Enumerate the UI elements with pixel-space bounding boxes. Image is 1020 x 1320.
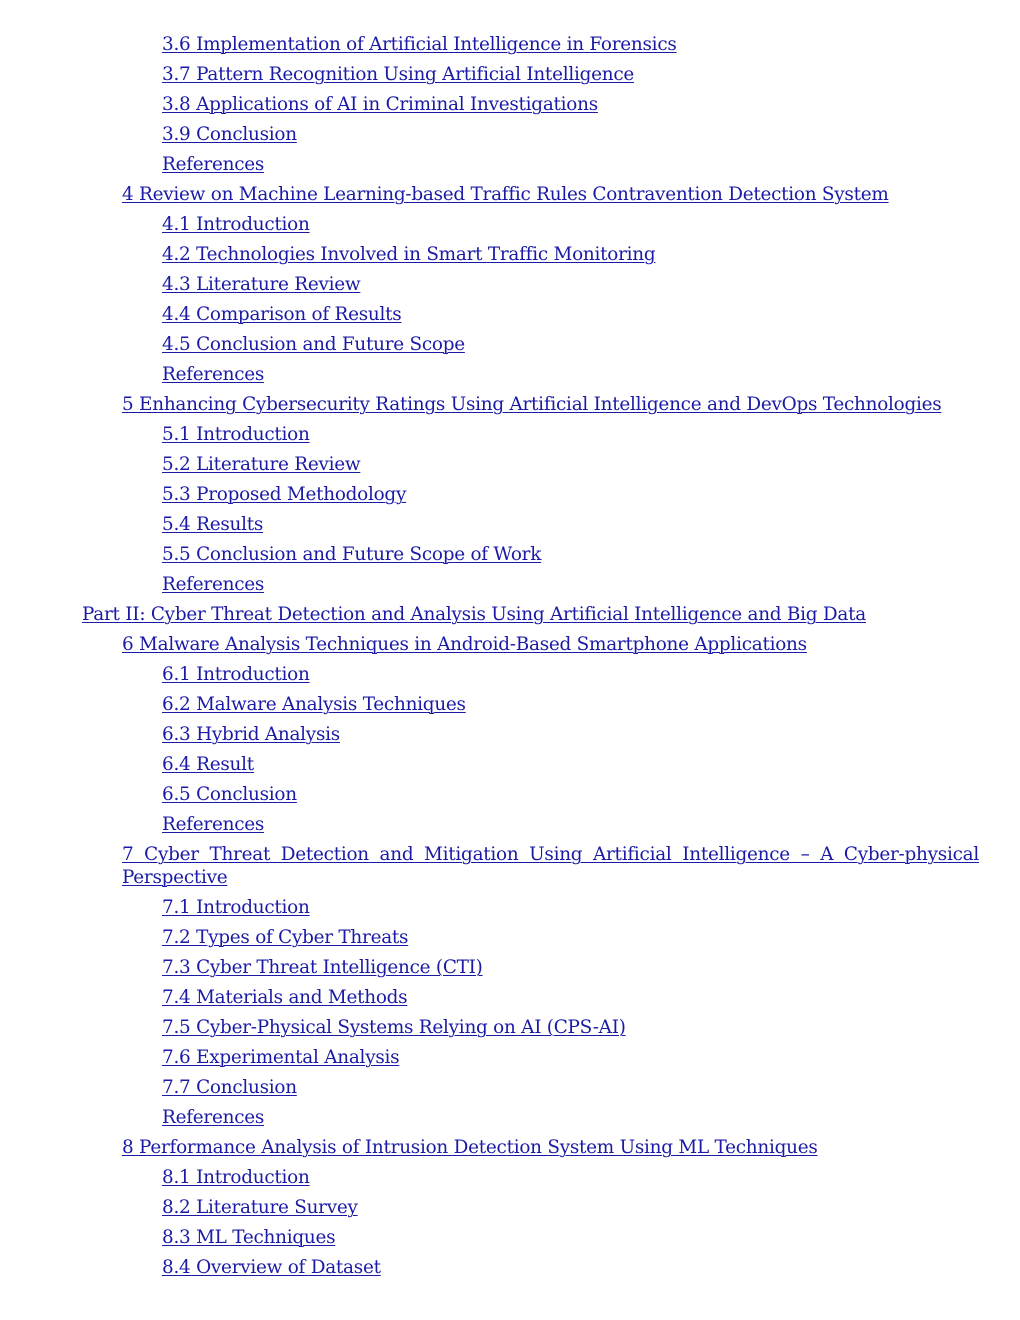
toc-link-5-4[interactable]: 5.4 Results bbox=[162, 514, 264, 535]
toc-link-6-1[interactable]: 6.1 Introduction bbox=[162, 664, 310, 685]
toc-link-3-7[interactable]: 3.7 Pattern Recognition Using Artificial Intelligence bbox=[162, 64, 635, 85]
toc-link-3-8[interactable]: 3.8 Applications of AI in Criminal Investigations bbox=[162, 94, 598, 115]
toc-link-chapter-7[interactable]: 7 Cyber Threat Detection and Mitigation Using Artificial Intelligence – A Cyber-physical Perspective bbox=[122, 844, 979, 888]
toc-link-8-2[interactable]: 8.2 Literature Survey bbox=[162, 1197, 358, 1218]
toc-link-3-9[interactable]: 3.9 Conclusion bbox=[162, 124, 297, 145]
toc-part-entry bbox=[0, 603, 1020, 626]
toc-link-6-4[interactable]: 6.4 Result bbox=[162, 754, 254, 775]
toc-entry bbox=[0, 956, 1020, 979]
toc-chapter-entry bbox=[0, 393, 1020, 416]
toc-link-8-4[interactable]: 8.4 Overview of Dataset bbox=[162, 1257, 381, 1278]
toc-link-references-ch6[interactable]: References bbox=[162, 814, 265, 835]
toc-chapter-entry bbox=[0, 633, 1020, 656]
table-of-contents bbox=[0, 33, 1020, 1286]
toc-entry bbox=[0, 723, 1020, 746]
toc-link-references-ch5[interactable]: References bbox=[162, 574, 265, 595]
toc-entry bbox=[0, 33, 1020, 56]
toc-entry bbox=[0, 483, 1020, 506]
toc-link-4-3[interactable]: 4.3 Literature Review bbox=[162, 274, 361, 295]
toc-entry bbox=[0, 213, 1020, 236]
toc-link-4-1[interactable]: 4.1 Introduction bbox=[162, 214, 310, 235]
toc-chapter-entry bbox=[0, 1136, 1020, 1159]
toc-entry bbox=[0, 926, 1020, 949]
toc-link-8-3[interactable]: 8.3 ML Techniques bbox=[162, 1227, 336, 1248]
toc-link-7-1[interactable]: 7.1 Introduction bbox=[162, 897, 310, 918]
toc-entry bbox=[0, 896, 1020, 919]
toc-link-references-ch3[interactable]: References bbox=[162, 154, 265, 175]
toc-link-6-2[interactable]: 6.2 Malware Analysis Techniques bbox=[162, 694, 466, 715]
toc-link-7-2[interactable]: 7.2 Types of Cyber Threats bbox=[162, 927, 409, 948]
toc-entry bbox=[0, 543, 1020, 566]
toc-entry bbox=[0, 1196, 1020, 1219]
toc-entry bbox=[0, 1256, 1020, 1279]
toc-entry bbox=[0, 1226, 1020, 1249]
toc-link-4-4[interactable]: 4.4 Comparison of Results bbox=[162, 304, 402, 325]
toc-link-4-5[interactable]: 4.5 Conclusion and Future Scope bbox=[162, 334, 465, 355]
toc-link-7-7[interactable]: 7.7 Conclusion bbox=[162, 1077, 297, 1098]
toc-entry bbox=[0, 1106, 1020, 1129]
toc-link-part-2[interactable]: Part II: Cyber Threat Detection and Analysis Using Artificial Intelligence and Big Data bbox=[82, 604, 866, 625]
toc-entry bbox=[0, 693, 1020, 716]
toc-entry bbox=[0, 333, 1020, 356]
toc-entry bbox=[0, 513, 1020, 536]
toc-link-chapter-4[interactable]: 4 Review on Machine Learning-based Traffic Rules Contravention Detection System bbox=[122, 184, 889, 205]
toc-link-6-5[interactable]: 6.5 Conclusion bbox=[162, 784, 297, 805]
toc-entry bbox=[0, 63, 1020, 86]
toc-entry bbox=[0, 243, 1020, 266]
toc-chapter-entry bbox=[0, 183, 1020, 206]
toc-link-5-1[interactable]: 5.1 Introduction bbox=[162, 424, 310, 445]
toc-link-references-ch4[interactable]: References bbox=[162, 364, 265, 385]
toc-link-7-6[interactable]: 7.6 Experimental Analysis bbox=[162, 1047, 400, 1068]
toc-link-3-6[interactable]: 3.6 Implementation of Artificial Intelligence in Forensics bbox=[162, 34, 677, 55]
toc-entry bbox=[0, 663, 1020, 686]
toc-entry bbox=[0, 783, 1020, 806]
toc-link-references-ch7[interactable]: References bbox=[162, 1107, 265, 1128]
toc-entry bbox=[0, 303, 1020, 326]
toc-link-6-3[interactable]: 6.3 Hybrid Analysis bbox=[162, 724, 340, 745]
toc-link-5-2[interactable]: 5.2 Literature Review bbox=[162, 454, 361, 475]
toc-entry bbox=[0, 453, 1020, 476]
toc-entry bbox=[0, 1166, 1020, 1189]
toc-link-chapter-5[interactable]: 5 Enhancing Cybersecurity Ratings Using Artificial Intelligence and DevOps Technologies bbox=[122, 394, 942, 415]
toc-link-4-2[interactable]: 4.2 Technologies Involved in Smart Traffic Monitoring bbox=[162, 244, 656, 265]
toc-entry bbox=[0, 813, 1020, 836]
toc-link-5-3[interactable]: 5.3 Proposed Methodology bbox=[162, 484, 407, 505]
toc-entry bbox=[0, 93, 1020, 116]
toc-entry bbox=[0, 986, 1020, 1009]
toc-entry bbox=[0, 1076, 1020, 1099]
toc-link-chapter-6[interactable]: 6 Malware Analysis Techniques in Android-Based Smartphone Applications bbox=[122, 634, 807, 655]
toc-link-chapter-8[interactable]: 8 Performance Analysis of Intrusion Detection System Using ML Techniques bbox=[122, 1137, 818, 1158]
toc-entry bbox=[0, 123, 1020, 146]
toc-entry bbox=[0, 573, 1020, 596]
toc-entry bbox=[0, 273, 1020, 296]
toc-link-5-5[interactable]: 5.5 Conclusion and Future Scope of Work bbox=[162, 544, 542, 565]
toc-entry bbox=[0, 423, 1020, 446]
toc-link-7-3[interactable]: 7.3 Cyber Threat Intelligence (CTI) bbox=[162, 957, 483, 978]
toc-link-8-1[interactable]: 8.1 Introduction bbox=[162, 1167, 310, 1188]
toc-entry bbox=[0, 753, 1020, 776]
toc-chapter-entry bbox=[0, 843, 979, 889]
toc-link-7-5[interactable]: 7.5 Cyber-Physical Systems Relying on AI (CPS-AI) bbox=[162, 1017, 626, 1038]
toc-entry bbox=[0, 1016, 1020, 1039]
toc-entry bbox=[0, 153, 1020, 176]
toc-entry bbox=[0, 1046, 1020, 1069]
toc-entry bbox=[0, 363, 1020, 386]
toc-link-7-4[interactable]: 7.4 Materials and Methods bbox=[162, 987, 408, 1008]
